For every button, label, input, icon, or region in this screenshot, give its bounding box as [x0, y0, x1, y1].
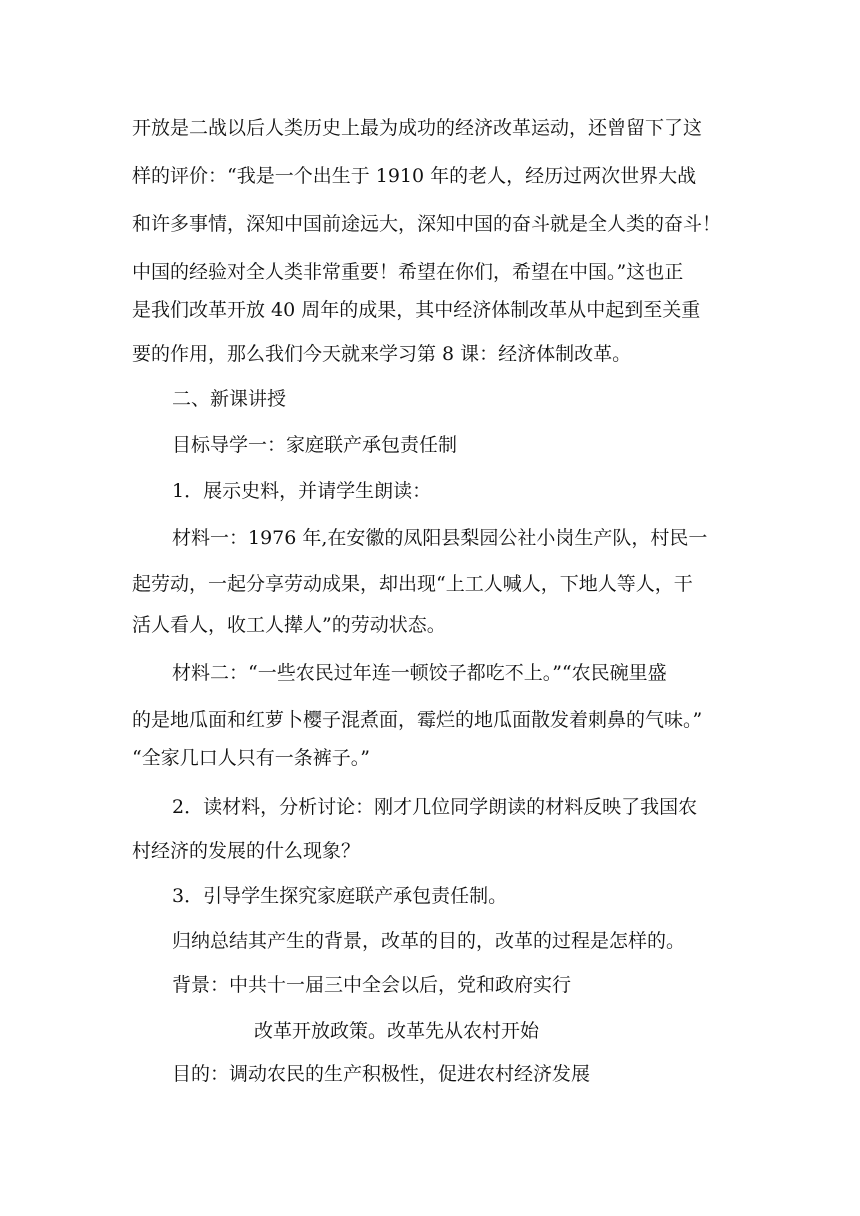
- paragraph-line: 材料二：“一些农民过年连一顿饺子都吃不上。”“农民碗里盛: [172, 662, 667, 684]
- paragraph-line: 的是地瓜面和红萝卜樱子混煮面，霉烂的地瓜面散发着刺鼻的气味。”: [132, 709, 703, 731]
- paragraph-line: 背景：中共十一届三中全会以后，党和政府实行: [172, 974, 572, 996]
- paragraph-line: 3．引导学生探究家庭联产承包责任制。: [172, 885, 508, 907]
- paragraph-line: 改革开放政策。改革先从农村开始: [254, 1020, 540, 1042]
- paragraph-line: 1．展示史料，并请学生朗读：: [172, 480, 432, 502]
- paragraph-line: 活人看人，收工人撵人”的劳动状态。: [132, 614, 446, 636]
- paragraph-line: 起劳动，一起分享劳动成果，却出现“上工人喊人，下地人等人，干: [132, 573, 693, 595]
- paragraph-line: 和许多事情，深知中国前途远大，深知中国的奋斗就是全人类的奋斗！: [132, 213, 722, 235]
- paragraph-line: 村经济的发展的什么现象？: [132, 840, 361, 862]
- paragraph-line: “全家几口人只有一条裤子。”: [132, 747, 370, 769]
- paragraph-line: 材料一：1976 年,在安徽的凤阳县梨园公社小岗生产队，村民一: [172, 527, 708, 549]
- paragraph-line: 中国的经验对全人类非常重要！希望在你们，希望在中国。”这也正: [132, 261, 684, 283]
- paragraph-line: 是我们改革开放 40 周年的成果，其中经济体制改革从中起到至关重: [132, 299, 701, 321]
- paragraph-line: 要的作用，那么我们今天就来学习第 8 课：经济体制改革。: [132, 343, 632, 365]
- subsection-heading: 目标导学一：家庭联产承包责任制: [172, 434, 458, 456]
- paragraph-line: 样的评价：“我是一个出生于 1910 年的老人，经历过两次世界大战: [132, 165, 697, 187]
- paragraph-line: 归纳总结其产生的背景，改革的目的，改革的过程是怎样的。: [172, 930, 686, 952]
- paragraph-line: 开放是二战以后人类历史上最为成功的经济改革运动，还曾留下了这: [132, 117, 703, 139]
- section-heading: 二、新课讲授: [172, 388, 287, 410]
- paragraph-line: 目的：调动农民的生产积极性，促进农村经济发展: [172, 1063, 591, 1085]
- paragraph-line: 2．读材料，分析讨论：刚才几位同学朗读的材料反映了我国农: [172, 796, 698, 818]
